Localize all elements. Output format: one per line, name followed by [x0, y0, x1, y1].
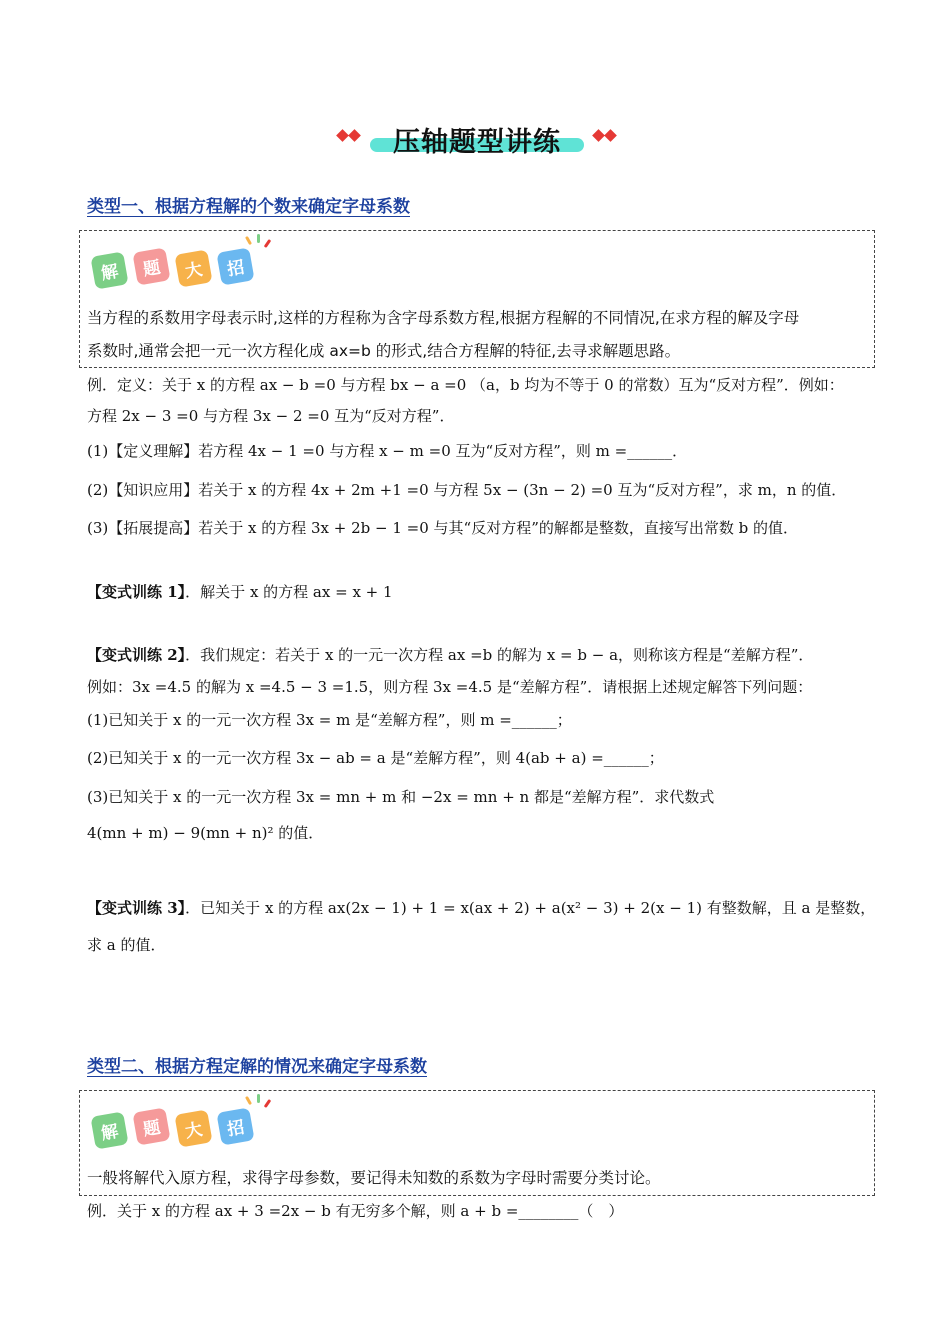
section2-heading: 类型二、根据方程定解的情况来确定字母系数 — [87, 1057, 427, 1077]
drill-1 — [87, 581, 393, 602]
tip-badge-group — [89, 1092, 274, 1152]
section1-heading: 类型一、根据方程解的个数来确定字母系数 — [87, 197, 410, 217]
badge-char: 题 — [132, 247, 170, 285]
example-line: 方程 2x − 3 =0 与方程 3x − 2 =0 互为“反对方程”． — [87, 407, 455, 425]
tip-text-line: 系数时,通常会把一元一次方程化成 ax=b 的形式,结合方程解的特征,去寻求解题思路。 — [87, 342, 681, 360]
drill-2-question: (2)已知关于 x 的一元一次方程 3x − ab = a 是“差解方程”，则 4(ab + a) =______； — [87, 749, 664, 767]
badge-char: 招 — [216, 247, 254, 285]
drill-2 — [87, 644, 813, 665]
example-line: 例．定义：关于 x 的方程 ax − b =0 与方程 bx − a =0 （a，b 均为不等于 0 的常数）互为“反对方程”．例如： — [87, 376, 844, 394]
spark-icon — [264, 239, 272, 248]
page-header — [332, 118, 622, 160]
badge-char: 大 — [174, 249, 212, 287]
spark-icon — [257, 1094, 260, 1103]
question-2: (2)【知识应用】若关于 x 的方程 4x + 2m +1 =0 与方程 5x − (3n − 2) =0 互为“反对方程”，求 m，n 的值． — [87, 481, 847, 499]
question-3: (3)【拓展提高】若关于 x 的方程 3x + 2b − 1 =0 与其“反对方程”的解都是整数，直接写出常数 b 的值． — [87, 519, 799, 537]
badge-char: 解 — [90, 251, 128, 289]
drill-text: ．已知关于 x 的方程 ax(2x − 1) + 1 = x(ax + 2) + a(x² − 3) + 2(x − 1) 有整数解，且 a 是整数， — [185, 899, 876, 917]
drill-2-line: 例如：3x =4.5 的解为 x =4.5 − 3 =1.5，则方程 3x =4.5 是“差解方程”．请根据上述规定解答下列问题： — [87, 678, 813, 696]
drill-2-question: (3)已知关于 x 的一元一次方程 3x = mn + m 和 −2x = mn + n 都是“差解方程”．求代数式 — [87, 788, 715, 806]
example-line: 例．关于 x 的方程 ax + 3 =2x − b 有无穷多个解，则 a + b =________（ ） — [87, 1202, 624, 1220]
drill-2-question: (1)已知关于 x 的一元一次方程 3x = m 是“差解方程”，则 m =______； — [87, 711, 572, 729]
badge-char: 招 — [216, 1107, 254, 1145]
badge-char: 解 — [90, 1111, 128, 1149]
tip-text-line: 当方程的系数用字母表示时,这样的方程称为含字母系数方程,根据方程解的不同情况,在求方程的解及字母 — [87, 309, 800, 327]
spark-icon — [257, 234, 260, 243]
drill-label: 【变式训练 2】 — [87, 646, 186, 664]
badge-char: 题 — [132, 1107, 170, 1145]
spark-icon — [245, 1096, 252, 1105]
question-1: (1)【定义理解】若方程 4x − 1 =0 与方程 x − m =0 互为“反对方程”，则 m =______． — [87, 442, 688, 460]
spark-icon — [264, 1099, 272, 1108]
tip-badge-group — [89, 232, 274, 292]
tip-text-line: 一般将解代入原方程，求得字母参数，要记得未知数的系数为字母时需要分类讨论。 — [87, 1169, 661, 1187]
drill-text: ．解关于 x 的方程 ax = x + 1 — [185, 583, 393, 601]
drill-label: 【变式训练 3】 — [87, 899, 186, 917]
spark-icon — [245, 236, 252, 245]
drill-label: 【变式训练 1】 — [87, 583, 186, 601]
badge-char: 大 — [174, 1109, 212, 1147]
page-title: 压轴题型讲练 — [393, 127, 561, 158]
drill-3-line: 求 a 的值． — [87, 936, 166, 954]
drill-3 — [87, 897, 875, 918]
drill-text: ．我们规定：若关于 x 的一元一次方程 ax =b 的解为 x = b − a，则称该方程是“差解方程”． — [185, 646, 814, 664]
drill-2-question: 4(mn + m) − 9(mn + n)² 的值． — [87, 824, 324, 842]
